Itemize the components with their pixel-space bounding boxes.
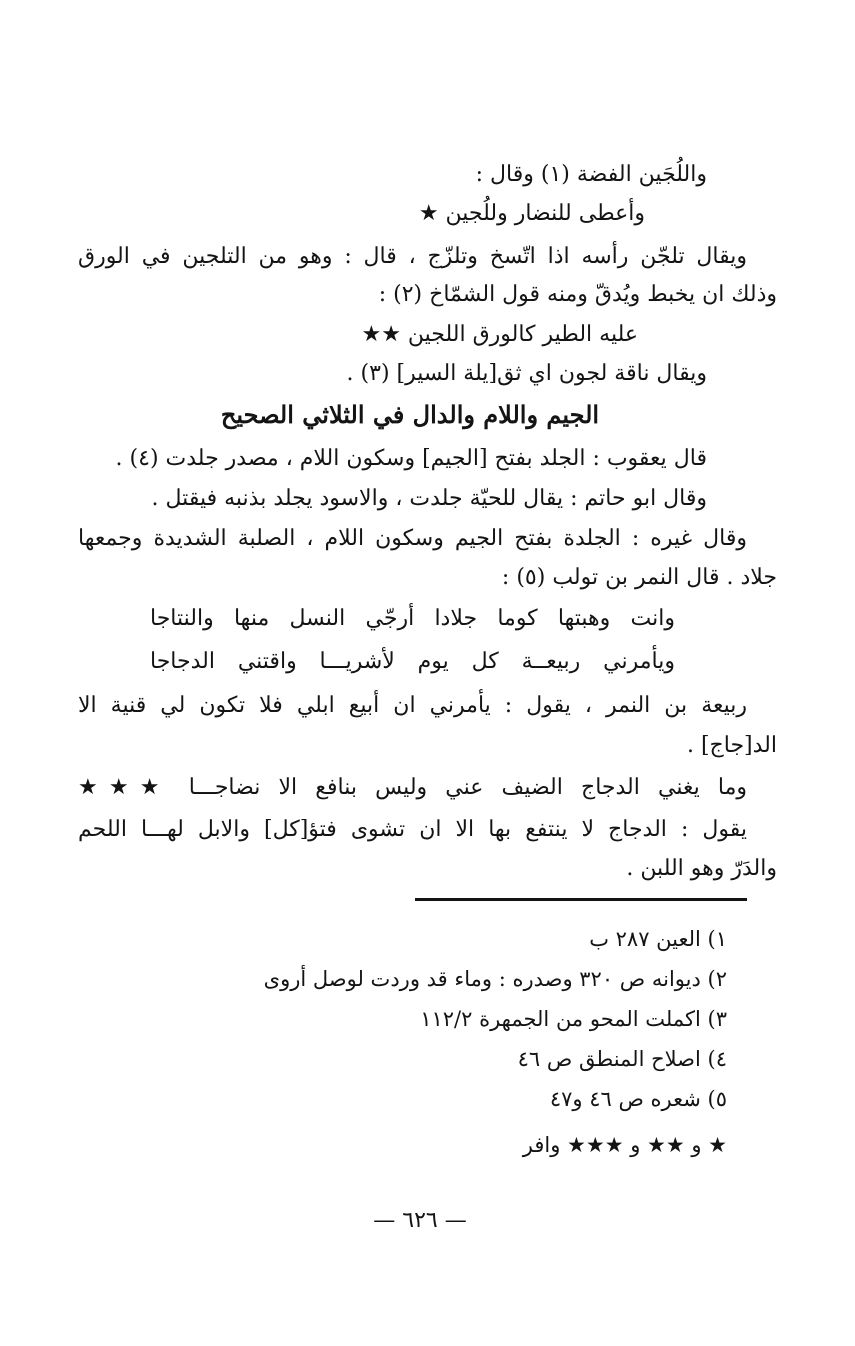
body-line-11: الد[جاج] . [686, 733, 777, 758]
footnote-3: ٣) اكملت المحو من الجمهرة ١١٢/٢ [420, 1007, 727, 1031]
body-line-1: واللُجَين الفضة (١) وقال : [475, 162, 707, 187]
footnote-4: ٤) اصلاح المنطق ص ٤٦ [517, 1047, 727, 1071]
section-heading: الجيم واللام والدال في الثلاثي الصحيح [220, 400, 600, 429]
body-line-2: وأعطى للنضار وللُجين ★ [418, 201, 645, 226]
body-line-5: ويقال ناقة لجون اي ثق[يلة السير] (٣) . [346, 361, 707, 386]
body-line-9: جلاد . قال النمر بن تولب (٥) : [501, 565, 777, 590]
footnote-2: ٢) ديوانه ص ٣٢٠ وصدره : وماء قد وردت لوصل أروى [263, 967, 727, 991]
verse-line-2: وانت وهبتها كوما جلادا أرجّي النسل منها والنتاجا [150, 606, 675, 631]
body-line-13: والدَرّ وهو اللبن . [626, 856, 777, 881]
page-number: — ٦٢٦ — [373, 1208, 467, 1233]
body-line-12: يقول : الدجاج لا ينتفع بها الا ان تشوى فتؤ[كل] والابل لهـــا اللحم [78, 817, 747, 842]
footnote-5: ٥) شعره ص ٤٦ و٤٧ [549, 1087, 727, 1111]
verse-line-1: عليه الطير كالورق اللجين ★★ [361, 322, 638, 347]
footnote-divider [415, 898, 747, 901]
footnote-meter: ★ و ★★ و ★★★ وافر [522, 1133, 727, 1157]
body-line-3: ويقال تلجّن رأسه اذا اتّسخ وتلزّج ، قال : وهو من التلجين في الورق [78, 244, 747, 269]
body-line-10: ربيعة بن النمر ، يقول : يأمرني ان أبيع ابلي فلا تكون لي قنية الا [78, 693, 747, 718]
verse-line-3: ويأمرني ربيعــة كل يوم لأشريـــا واقتني الدجاجا [150, 649, 675, 674]
footnote-1: ١) العين ٢٨٧ ب [589, 927, 727, 951]
verse-line-4: وما يغني الدجاج الضيف عني وليس بنافع الا نضاجـــا ★★★ [78, 775, 747, 800]
body-line-6: قال يعقوب : الجلد بفتح [الجيم] وسكون اللام ، مصدر جلدت (٤) . [115, 446, 707, 471]
body-line-7: وقال ابو حاتم : يقال للحيّة جلدت ، والاسود يجلد بذنبه فيقتل . [151, 486, 707, 511]
body-line-4: وذلك ان يخبط ويُدقّ ومنه قول الشمّاخ (٢) : [378, 282, 777, 307]
body-line-8: وقال غيره : الجلدة بفتح الجيم وسكون اللام ، الصلبة الشديدة وجمعها [78, 526, 747, 551]
